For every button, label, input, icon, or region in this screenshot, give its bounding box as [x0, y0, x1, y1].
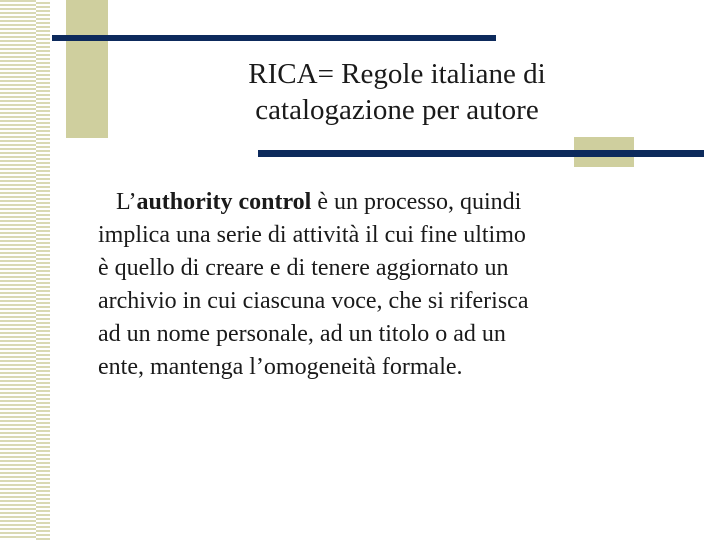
decorative-accent-block-top	[66, 0, 108, 138]
body-line-4: archivio in cui ciascuna voce, che si riferisca	[98, 288, 529, 314]
body-line-5: ad un nome personale, ad un titolo o ad un	[98, 321, 506, 347]
body-line-3: è quello di creare e di tenere aggiornato un	[98, 255, 509, 281]
slide-title-line-1: RICA= Regole italiane di	[248, 58, 546, 90]
decorative-stripe-band	[0, 0, 50, 540]
title-rule-top	[52, 35, 496, 41]
body-line-1-prefix: L’	[116, 189, 137, 215]
body-line-1	[98, 186, 698, 219]
body-line-2: implica una serie di attività il cui fine ultimo	[98, 222, 526, 248]
slide-title-line-2: catalogazione per autore	[255, 94, 539, 126]
body-line-6: ente, mantenga l’omogeneità formale.	[98, 354, 463, 380]
title-rule-bottom	[258, 150, 704, 157]
authority-control-term: authority control	[136, 189, 312, 215]
slide-body	[98, 186, 698, 384]
body-line-1-suffix: è un processo, quindi	[311, 189, 522, 215]
slide-title	[150, 56, 644, 128]
